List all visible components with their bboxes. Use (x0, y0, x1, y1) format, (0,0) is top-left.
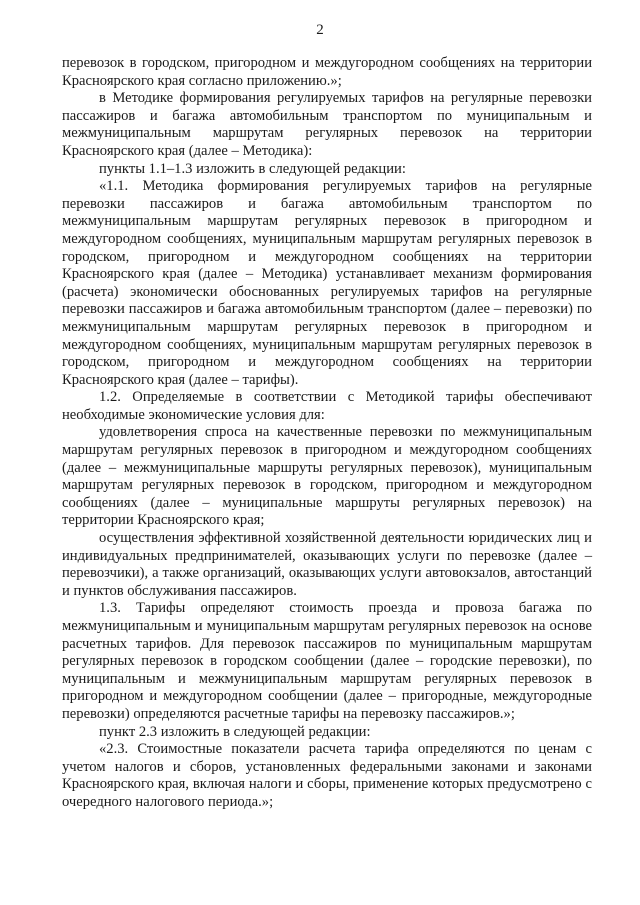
paragraph-demand: удовлетворения спроса на качественные перевозки по межмуниципальным маршрутам регулярных перевозок в пригородном и междугородном сообщениях (далее – межмуниципальные маршруты регулярных перевозок), муниципальным маршрутам регулярных перевозок в городском, пригородном и междугородном сообщениях (далее – муниципальные маршруты регулярных перевозок) на территории Красноярского края; (62, 424, 592, 529)
paragraph-points-1-1-1-3: пункты 1.1–1.3 изложить в следующей редакции: (99, 160, 406, 177)
page-number: 2 (316, 22, 324, 38)
paragraph-1-1: «1.1. Методика формирования регулируемых тарифов на регулярные перевозки пассажиров и багажа автомобильным транспортом по межмуниципальным маршрутам регулярных перевозок в пригородном и междугородном сообщениях, муниципальным маршрутам регулярных перевозок в городском, пригородном и междугородном сообщениях на территории Красноярского края (далее – Методика) устанавливает механизм формирования (расчета) экономически обоснованных регулируемых тарифов на регулярные перевозки пассажиров и багажа автомобильным транспортом (далее – перевозки) по межмуниципальным маршрутам регулярных перевозок в пригородном и междугородном сообщениях, муниципальным маршрутам регулярных перевозок в городском, пригородном и междугородном сообщениях на территории Красноярского края (далее – тарифы). (62, 178, 592, 388)
document-body (62, 55, 592, 812)
paragraph-2-3: «2.3. Стоимостные показатели расчета тарифа определяются по ценам с учетом налогов и сборов, установленных федеральными законами и законами Красноярского края, включая налоги и сборы, применение которых предусмотрено с очередного налогового периода.»; (62, 741, 592, 810)
paragraph-continuation: перевозок в городском, пригородном и междугородном сообщениях на территории Красноярского края согласно приложению.»; (62, 55, 592, 89)
paragraph-1-3: 1.3. Тарифы определяют стоимость проезда и провоза багажа по межмуниципальным и муниципальным маршрутам регулярных перевозок на основе расчетных тарифов. Для перевозок пассажиров по муниципальным маршрутам регулярных перевозок в городском сообщении (далее – городские перевозки), по муниципальным и межмуниципальным маршрутам регулярных перевозок в пригородном и междугородном сообщении (далее – пригородные, междугородные перевозки) определяются расчетные тарифы на перевозку пассажиров.»; (62, 600, 592, 722)
paragraph-methodology-intro: в Методике формирования регулируемых тарифов на регулярные перевозки пассажиров и багажа автомобильным транспортом по муниципальным и межмуниципальным маршрутам регулярных перевозок на территории Красноярского края (далее – Методика): (62, 90, 592, 159)
paragraph-activity: осуществления эффективной хозяйственной деятельности юридических лиц и индивидуальных предпринимателей, оказывающих услуги по перевозке (далее – перевозчики), а также организаций, оказывающих услуги автовокзалов, автостанций и пунктов обслуживания пассажиров. (62, 530, 592, 599)
paragraph-1-2: 1.2. Определяемые в соответствии с Методикой тарифы обеспечивают необходимые экономические условия для: (62, 389, 592, 423)
paragraph-point-2-3: пункт 2.3 изложить в следующей редакции: (99, 723, 371, 740)
